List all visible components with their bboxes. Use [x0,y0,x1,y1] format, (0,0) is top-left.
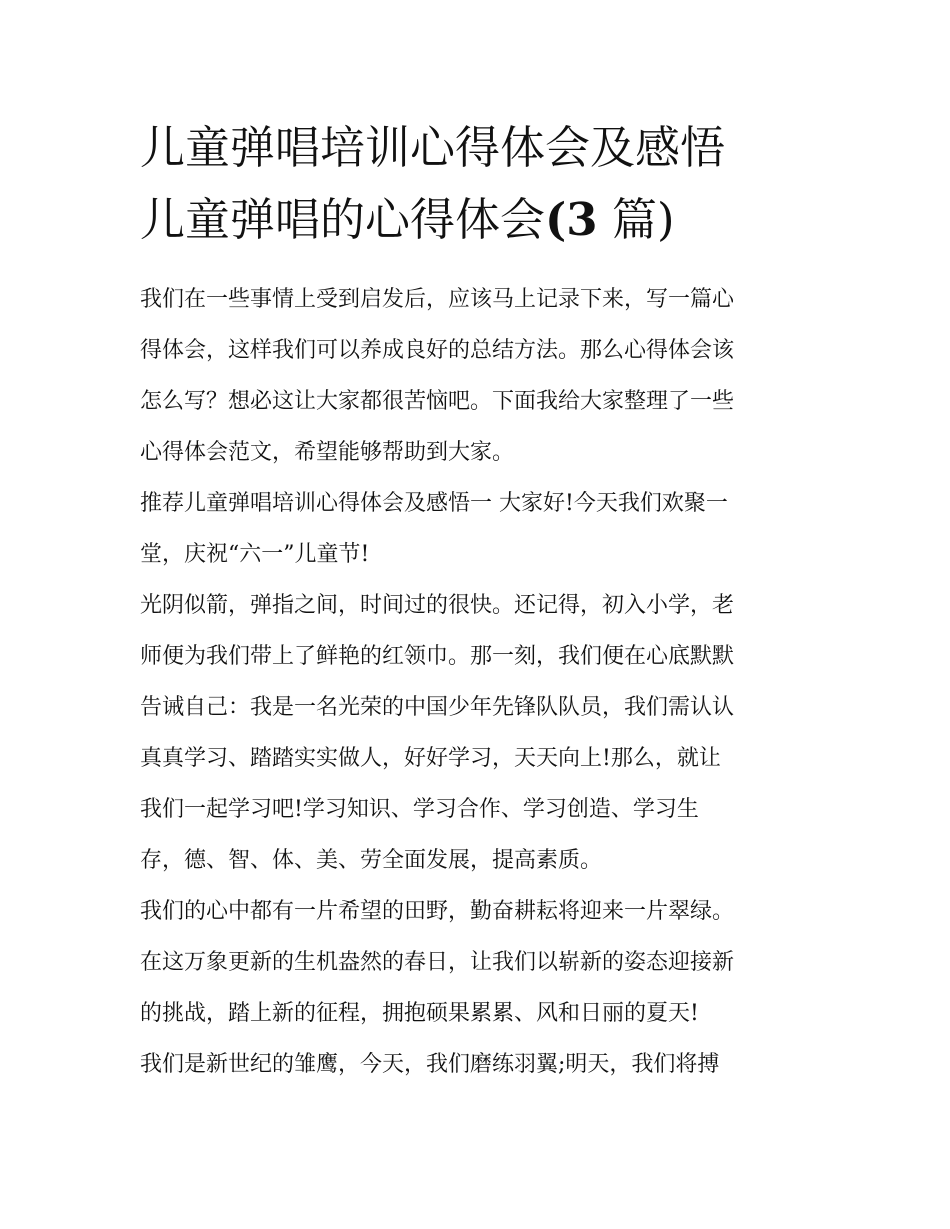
paragraph-eagle [140,1039,820,1090]
text-line: 真真学习、踏踏实实做人，好好学习，天天向上!那么，就让 [140,746,721,771]
text-line: 堂，庆祝“六一”儿童节! [140,542,370,567]
text-line: 在这万象更新的生机盎然的春日，让我们以崭新的姿态迎接新 [140,950,735,975]
text-line: 我们的心中都有一片希望的田野，勤奋耕耘将迎来一片翠绿。 [140,899,735,924]
paragraph-hope [140,886,820,1039]
title-line-2-text: 儿童弹唱的心得体会 [140,193,546,246]
text-line: 心得体会范文，希望能够帮助到大家。 [140,440,515,465]
text-line: 师便为我们带上了鲜艳的红领巾。那一刻，我们便在心底默默 [140,644,735,669]
title-count-unit: 篇) [611,193,675,246]
text-line: 告诫自己：我是一名光荣的中国少年先锋队队员，我们需认认 [140,695,735,720]
text-line: 我们在一些事情上受到启发后，应该马上记录下来，写一篇心 [140,287,735,312]
paragraph-intro [140,274,820,478]
text-line: 光阴似箭，弹指之间，时间过的很快。还记得，初入小学，老 [140,593,735,618]
document-body [140,274,820,1090]
paragraph-greeting [140,478,820,580]
text-line: 我们一起学习吧!学习知识、学习合作、学习创造、学习生 [140,797,699,822]
document-content [140,112,820,1090]
title-line-2 [140,184,820,256]
text-line: 存，德、智、体、美、劳全面发展，提高素质。 [140,848,603,873]
text-line: 得体会，这样我们可以养成良好的总结方法。那么心得体会该 [140,338,735,363]
document-title [140,112,820,256]
text-line: 推荐儿童弹唱培训心得体会及感悟一 大家好!今天我们欢聚一 [140,491,728,516]
paragraph-time [140,580,820,886]
text-line: 的挑战，踏上新的征程，拥抱硕果累累、风和日丽的夏天! [140,1001,699,1026]
title-count: (3 [545,193,598,246]
text-line: 我们是新世纪的雏鹰，今天，我们磨练羽翼;明天，我们将搏 [140,1052,720,1077]
title-line-1: 儿童弹唱培训心得体会及感悟 [140,121,726,174]
text-line: 怎么写？想必这让大家都很苦恼吧。下面我给大家整理了一些 [140,389,735,414]
